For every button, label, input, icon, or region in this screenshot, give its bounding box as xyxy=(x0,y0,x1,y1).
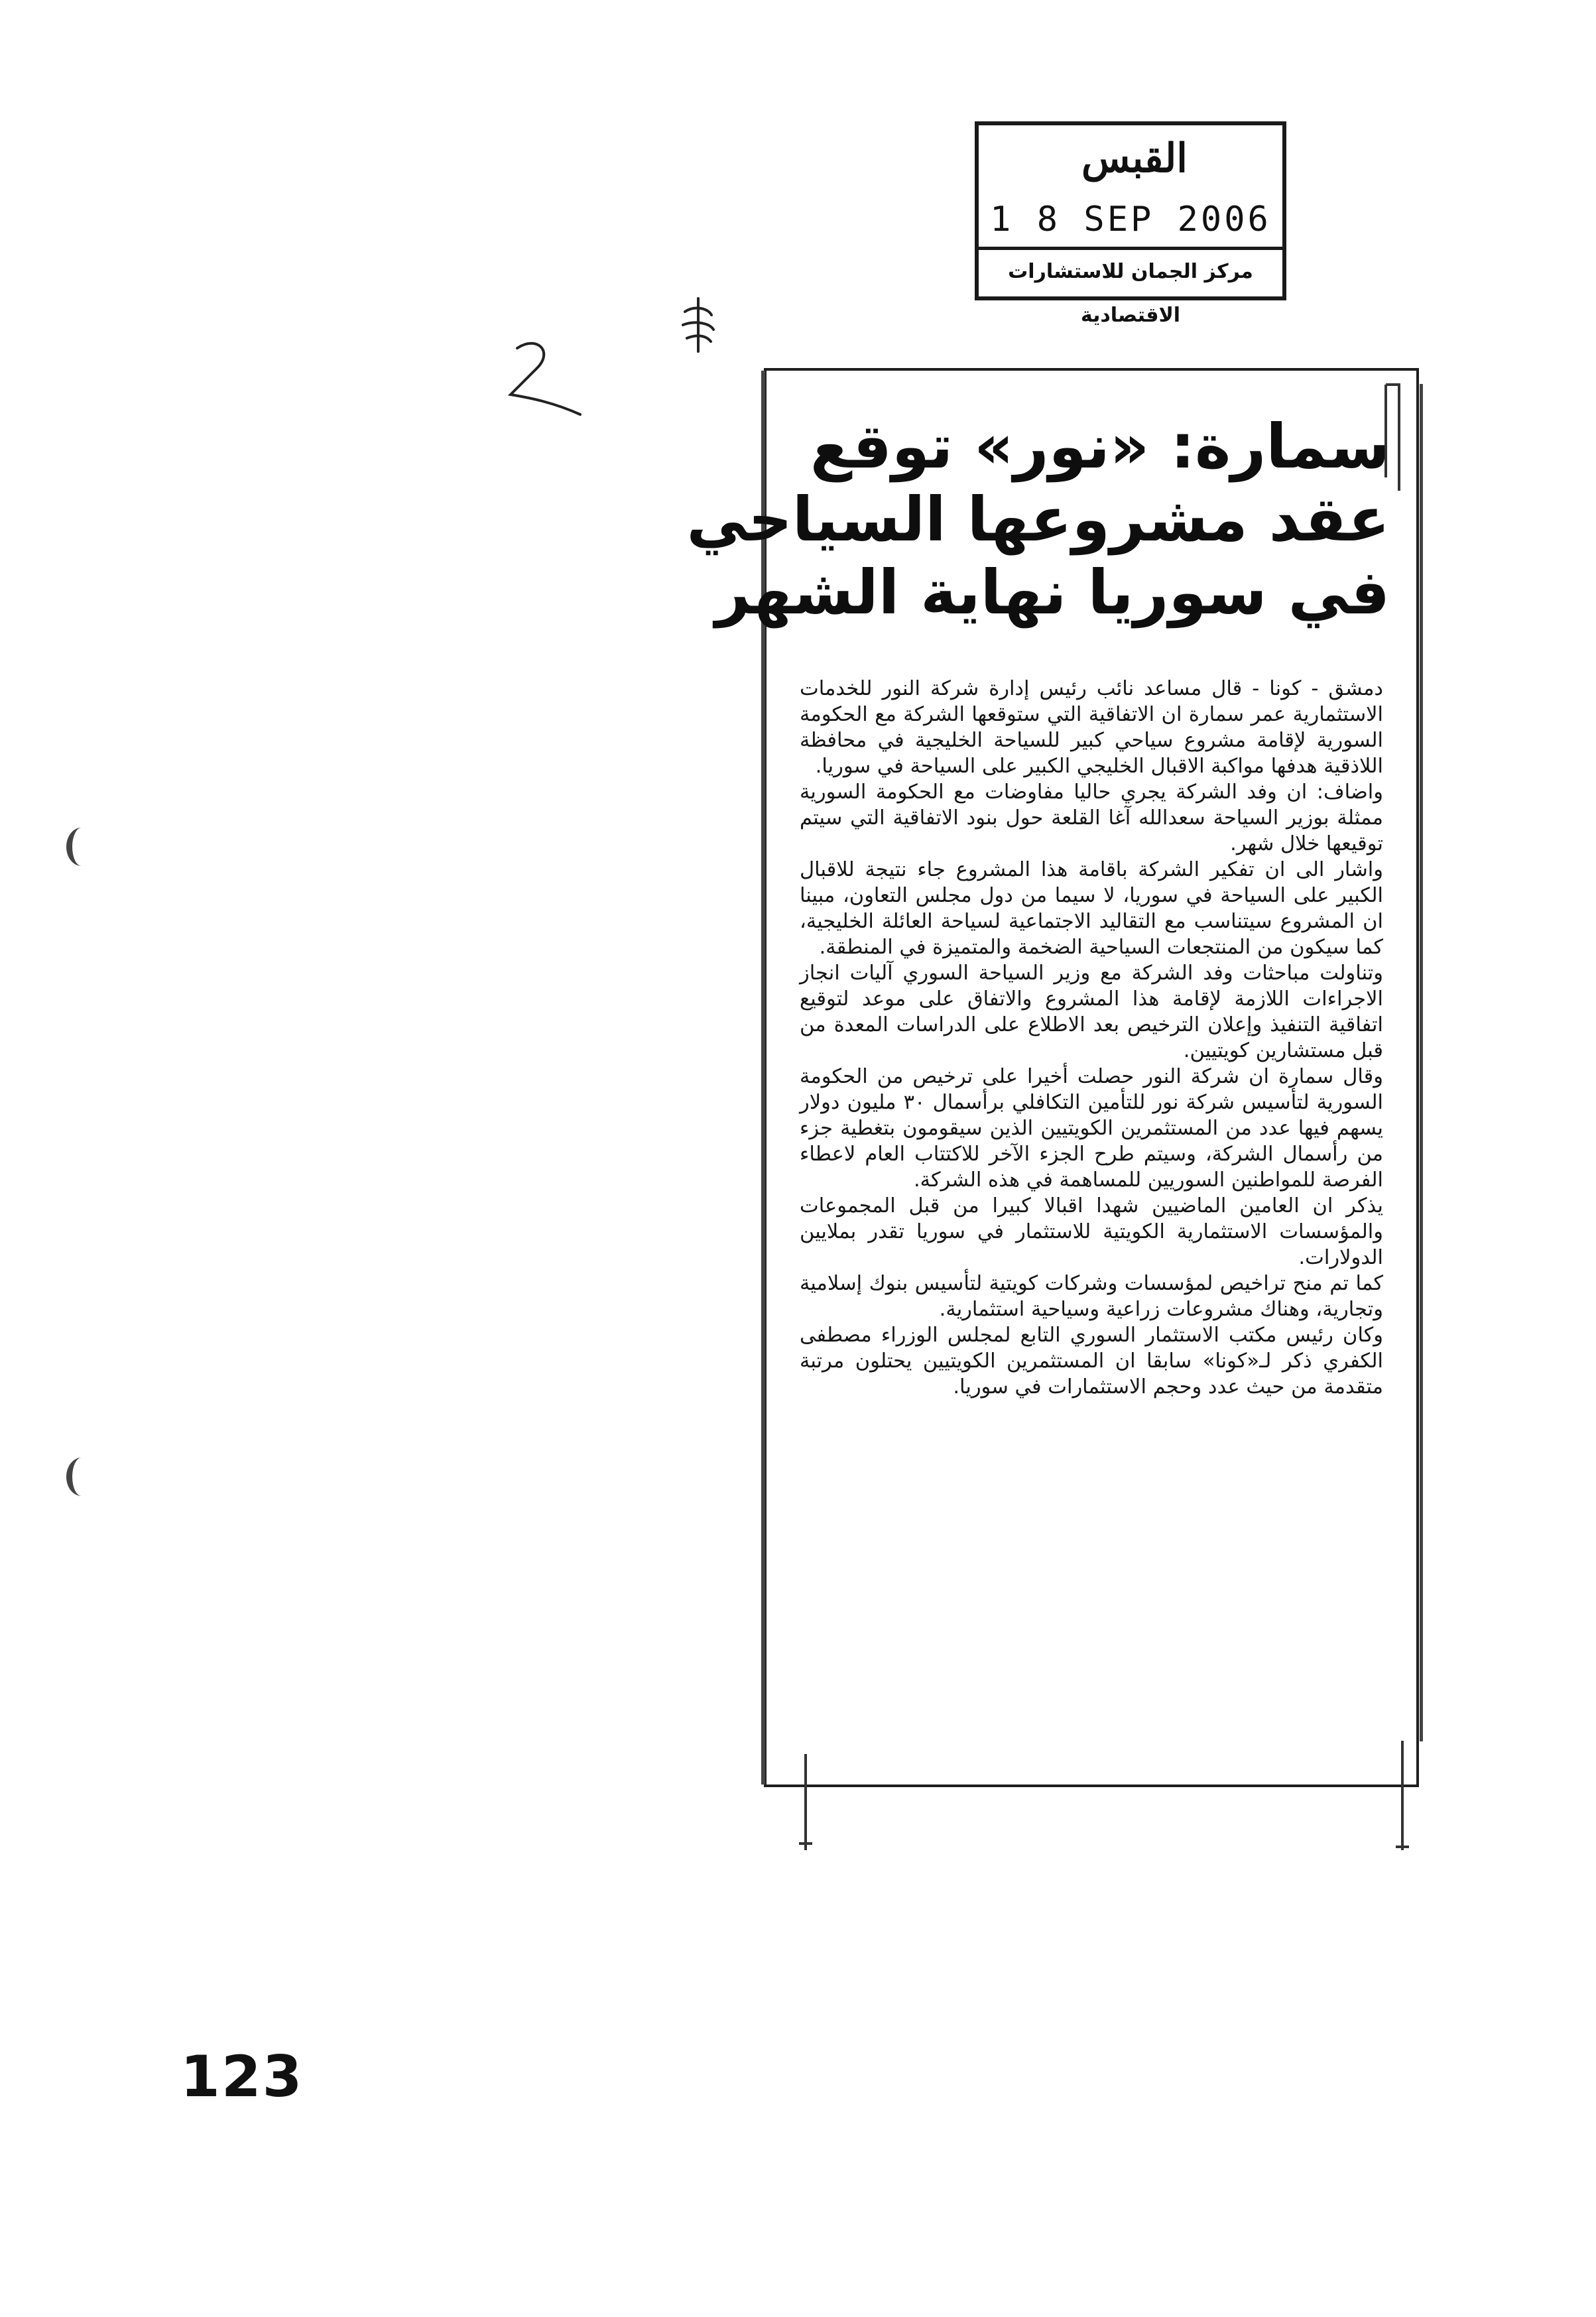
article-paragraph: دمشق - كونا - قال مساعد نائب رئيس إدارة شركة النور للخدمات الاستثمارية عمر سمارة ان الاتفاقية التي ستوقعها الشركة مع الحكومة السورية لإقامة مشروع سياحي كبير للسياحة الخليجية في محافظة اللاذقية هدفها مواكبة الاقبال الخليجي الكبير على السياحة في سوريا. xyxy=(800,677,1383,778)
stamp-footer: مركز الجمان للاستشارات الاقتصادية xyxy=(979,247,1282,296)
headline-line-3: في سوريا نهاية الشهر xyxy=(715,557,1390,628)
stamp-date: 1 8 SEP 2006 xyxy=(990,200,1271,239)
newspaper-clipping xyxy=(686,368,1419,1787)
newspaper-logo: القبس xyxy=(1081,135,1188,182)
archive-stamp xyxy=(975,121,1286,327)
page-number: 123 xyxy=(180,2044,304,2110)
article-paragraph: يذكر ان العامين الماضيين شهدا اقبالا كبيرا من قبل المجموعات والمؤسسات الاستثمارية الكويتية للاستثمار في سوريا تقدر بملايين الدولارات. xyxy=(800,1194,1383,1269)
article-paragraph: وتناولت مباحثات وفد الشركة مع وزير السياحة السوري آليات انجاز الاجراءات اللازمة لإقامة هذا المشروع والاتفاق على موعد لتوقيع اتفاقية التنفيذ وإعلان الترخيص بعد الاطلاع على الدراسات المعدة من قبل مستشارين كويتيين. xyxy=(800,962,1383,1062)
headline-line-1: سمارة: «نور» توقع xyxy=(810,411,1390,482)
staple-mark-icon xyxy=(1373,378,1412,497)
staple-mark-icon xyxy=(1386,1737,1419,1857)
clipping-right-shadow xyxy=(1420,384,1423,1741)
article-paragraph: واشار الى ان تفكير الشركة باقامة هذا المشروع جاء نتيجة للاقبال الكبير على السياحة في سوريا، لا سيما من دول مجلس التعاون، مبينا ان المشروع سيتناسب مع التقاليد الاجتماعية لسياحة العائلة الخليجية، كما سيكون من المنتجعات السياحية الضخمة والمتميزة في المنطقة. xyxy=(800,858,1383,959)
article-paragraph: وكان رئيس مكتب الاستثمار السوري التابع لمجلس الوزراء مصطفى الكفري ذكر لـ«كونا» سابقا ان المستثمرين الكويتيين يحتلون مرتبة متقدمة من حيث عدد وحجم الاستثمارات في سوريا. xyxy=(800,1324,1383,1399)
article-paragraph: واضاف: ان وفد الشركة يجري حاليا مفاوضات مع الحكومة السورية ممثلة بوزير السياحة سعدالله آغا القلعة حول بنود الاتفاقية التي سيتم توقيعها خلال شهر. xyxy=(800,781,1383,855)
initials-mark-icon xyxy=(675,295,721,355)
handwritten-mark-icon xyxy=(491,328,590,428)
staple-mark-icon xyxy=(786,1751,826,1857)
article-paragraph: وقال سمارة ان شركة النور حصلت أخيرا على ترخيص من الحكومة السورية لتأسيس شركة نور للتأمين التكافلي برأسمال ٣٠ مليون دولار يسهم فيها عدد من المستثمرين الكويتيين الذين سيقومون بتغطية جزء من رأسمال الشركة، وسيتم طرح الجزء الآخر للاكتتاب العام لاعطاء الفرصة للمواطنين السوريين للمساهمة في هذه الشركة. xyxy=(800,1065,1383,1192)
punch-hole-top xyxy=(66,828,97,866)
article-headline xyxy=(686,410,1390,629)
punch-hole-bottom xyxy=(66,1458,97,1496)
headline-line-2: عقد مشروعها السياحي xyxy=(686,484,1390,555)
article-body xyxy=(800,676,1383,1400)
article-paragraph: كما تم منح تراخيص لمؤسسات وشركات كويتية لتأسيس بنوك إسلامية وتجارية، وهناك مشروعات زراعية وسياحية استثمارية. xyxy=(800,1272,1383,1321)
